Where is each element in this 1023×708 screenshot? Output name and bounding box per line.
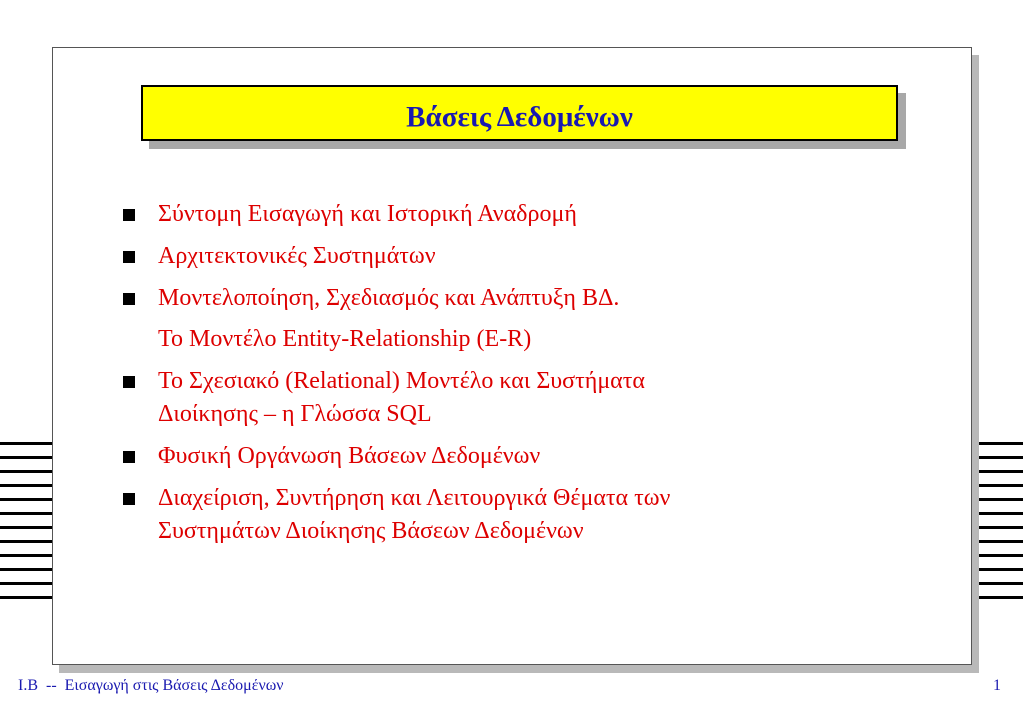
square-bullet-icon: [123, 451, 135, 463]
bullet-item-intro: [123, 198, 923, 231]
bullet-item-modeling: [123, 282, 923, 356]
square-bullet-icon: [123, 209, 135, 221]
square-bullet-icon: [123, 493, 135, 505]
square-bullet-icon: [123, 251, 135, 263]
square-bullet-icon: [123, 376, 135, 388]
bullet-item-relational: [123, 365, 923, 431]
bullet-text: Διαχείριση, Συντήρηση και Λειτουργικά Θέματα των: [158, 485, 671, 511]
title-box: [141, 85, 898, 141]
bullet-item-physical: [123, 440, 923, 473]
bullet-text: Μοντελοποίηση, Σχεδιασμός και Ανάπτυξη ΒΔ.: [158, 285, 620, 311]
bullet-text: Φυσική Οργάνωση Βάσεων Δεδομένων: [158, 443, 541, 469]
bullet-subtext: Το Μοντέλο Entity-Relationship (E-R): [158, 326, 532, 352]
bullet-item-architectures: [123, 240, 923, 273]
bullet-text: Το Σχεσιακό (Relational) Μοντέλο και Συστήματα: [158, 368, 645, 394]
bullet-text-continuation: Διοίκησης – η Γλώσσα SQL: [158, 401, 432, 427]
slide-title: Βάσεις Δεδομένων: [406, 100, 633, 133]
square-bullet-icon: [123, 293, 135, 305]
page-number: 1: [993, 677, 1001, 694]
bullet-item-administration: [123, 482, 923, 548]
footer-course-title: I.B -- Εισαγωγή στις Βάσεις Δεδομένων: [18, 677, 284, 694]
bullet-list: [123, 198, 923, 557]
bullet-text-continuation: Συστημάτων Διοίκησης Βάσεων Δεδομένων: [158, 518, 584, 544]
bullet-text: Σύντομη Εισαγωγή και Ιστορική Αναδρομή: [158, 201, 577, 227]
bullet-text: Αρχιτεκτονικές Συστημάτων: [158, 243, 436, 269]
